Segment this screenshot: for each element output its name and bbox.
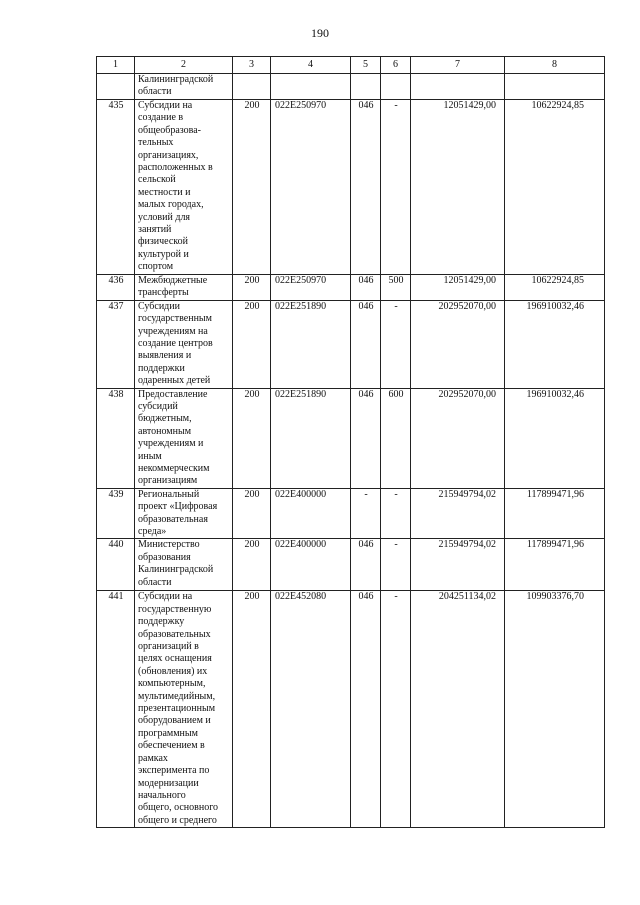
row-number: 436 xyxy=(97,274,135,300)
col5-value: 046 xyxy=(351,539,381,591)
table-row xyxy=(97,300,605,388)
col3-value: 200 xyxy=(233,388,271,488)
column-header: 1 xyxy=(97,57,135,74)
col6-value: - xyxy=(381,591,411,828)
amount-executed: 117899471,96 xyxy=(505,488,605,539)
amount-planned: 215949794,02 xyxy=(411,488,505,539)
row-name: Субсидии на государственную поддержку образовательных организаций в целях оснащения (обновления) их компьютерным, мультимедийным, презентационным оборудованием и программным обеспечением в рамках эксперимента по модернизации начального общего, основного общего и среднего xyxy=(135,591,233,828)
row-number: 437 xyxy=(97,300,135,388)
table-row xyxy=(97,274,605,300)
column-header: 3 xyxy=(233,57,271,74)
col5-value xyxy=(351,74,381,100)
col6-value: 500 xyxy=(381,274,411,300)
row-number: 441 xyxy=(97,591,135,828)
table-row xyxy=(97,388,605,488)
column-header: 7 xyxy=(411,57,505,74)
table-row xyxy=(97,100,605,275)
amount-planned: 215949794,02 xyxy=(411,539,505,591)
row-name: Калининградской области xyxy=(135,74,233,100)
target-code: 022E400000 xyxy=(271,488,351,539)
row-number: 438 xyxy=(97,388,135,488)
col6-value: - xyxy=(381,100,411,275)
target-code: 022E452080 xyxy=(271,591,351,828)
target-code: 022E250970 xyxy=(271,274,351,300)
header-row xyxy=(97,57,605,74)
target-code: 022E250970 xyxy=(271,100,351,275)
row-name: Министерство образования Калининградской области xyxy=(135,539,233,591)
amount-planned: 202952070,00 xyxy=(411,388,505,488)
table-row xyxy=(97,539,605,591)
amount-executed: 117899471,96 xyxy=(505,539,605,591)
col6-value: 600 xyxy=(381,388,411,488)
row-name: Предоставление субсидий бюджетным, автономным учреждениям и иным некоммерческим организациям xyxy=(135,388,233,488)
amount-executed: 10622924,85 xyxy=(505,100,605,275)
amount-planned: 12051429,00 xyxy=(411,274,505,300)
row-number xyxy=(97,74,135,100)
table-row xyxy=(97,591,605,828)
amount-planned xyxy=(411,74,505,100)
col5-value: 046 xyxy=(351,591,381,828)
amount-planned: 202952070,00 xyxy=(411,300,505,388)
column-header: 2 xyxy=(135,57,233,74)
col3-value: 200 xyxy=(233,591,271,828)
row-name: Субсидии на создание в общеобразова- тельных организациях, расположенных в сельской местности и малых городах, условий для занятий физической культурой и спортом xyxy=(135,100,233,275)
column-header: 5 xyxy=(351,57,381,74)
amount-executed: 109903376,70 xyxy=(505,591,605,828)
col3-value: 200 xyxy=(233,100,271,275)
col3-value: 200 xyxy=(233,300,271,388)
table-row xyxy=(97,74,605,100)
col5-value: 046 xyxy=(351,274,381,300)
row-name: Межбюджетные трансферты xyxy=(135,274,233,300)
col3-value xyxy=(233,74,271,100)
target-code: 022E251890 xyxy=(271,388,351,488)
row-name: Субсидии государственным учреждениям на создание центров выявления и поддержки одаренных детей xyxy=(135,300,233,388)
col5-value: 046 xyxy=(351,100,381,275)
amount-executed: 196910032,46 xyxy=(505,388,605,488)
row-name: Региональный проект «Цифровая образовательная среда» xyxy=(135,488,233,539)
amount-planned: 204251134,02 xyxy=(411,591,505,828)
col3-value: 200 xyxy=(233,274,271,300)
col3-value: 200 xyxy=(233,488,271,539)
col5-value: - xyxy=(351,488,381,539)
row-number: 435 xyxy=(97,100,135,275)
column-header: 4 xyxy=(271,57,351,74)
col5-value: 046 xyxy=(351,300,381,388)
target-code xyxy=(271,74,351,100)
col6-value: - xyxy=(381,539,411,591)
col6-value: - xyxy=(381,488,411,539)
budget-table xyxy=(96,56,605,828)
col6-value: - xyxy=(381,300,411,388)
table-row xyxy=(97,488,605,539)
column-header: 6 xyxy=(381,57,411,74)
col5-value: 046 xyxy=(351,388,381,488)
col6-value xyxy=(381,74,411,100)
amount-executed xyxy=(505,74,605,100)
col3-value: 200 xyxy=(233,539,271,591)
target-code: 022E400000 xyxy=(271,539,351,591)
column-header: 8 xyxy=(505,57,605,74)
target-code: 022E251890 xyxy=(271,300,351,388)
row-number: 439 xyxy=(97,488,135,539)
row-number: 440 xyxy=(97,539,135,591)
page-number: 190 xyxy=(311,26,329,40)
amount-executed: 10622924,85 xyxy=(505,274,605,300)
amount-planned: 12051429,00 xyxy=(411,100,505,275)
amount-executed: 196910032,46 xyxy=(505,300,605,388)
